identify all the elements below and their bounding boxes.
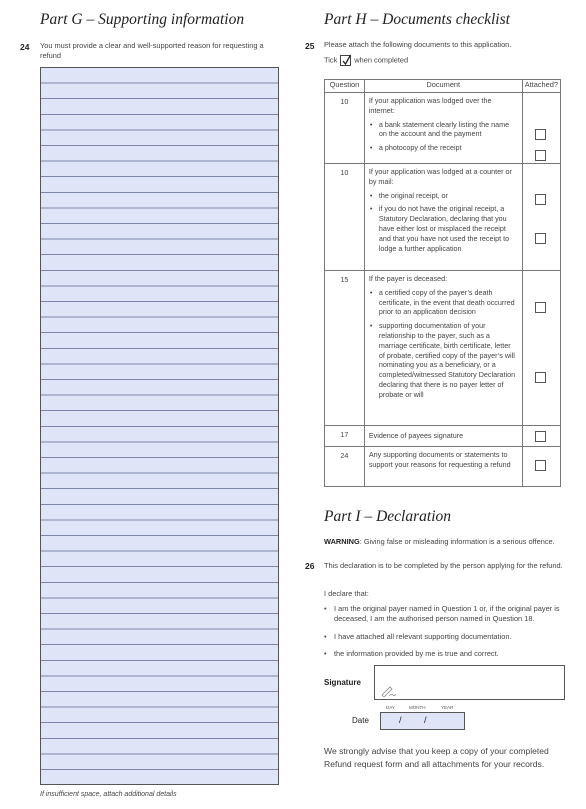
pen-icon	[381, 684, 397, 702]
list-item: • if you do not have the original receipt, a Statutory Declaration, declaring that you have either lost or misplaced the receipt and that you have not used the receipt to lodge a further application	[369, 204, 518, 253]
warning-line	[324, 537, 555, 547]
row-question: 24	[325, 447, 365, 487]
row-intro: Any supporting documents or statements to support your reasons for requesting a refund	[368, 450, 511, 469]
insufficient-space-note: If insufficient space, attach additional details	[40, 791, 177, 798]
list-item: • a photocopy of the receipt	[369, 143, 518, 153]
list-item: • a bank statement clearly listing the name on the account and the payment	[369, 120, 518, 140]
row-document	[364, 271, 522, 426]
declare-intro: I declare that:	[324, 589, 369, 598]
warning-text: : Giving false or misleading information is a serious offence.	[359, 537, 555, 546]
tick-example-icon	[340, 55, 351, 66]
supporting-information-textarea[interactable]	[40, 67, 279, 785]
row-intro: If your application was lodged over the internet:	[368, 96, 492, 115]
signature-field[interactable]	[374, 665, 565, 700]
table-row	[325, 164, 561, 271]
warning-label: WARNING	[324, 537, 360, 546]
attached-checkbox[interactable]	[535, 302, 546, 313]
row-question: 15	[325, 271, 365, 426]
date-label: Date	[352, 716, 369, 725]
attached-checkbox[interactable]	[535, 194, 546, 205]
question-24-text: You must provide a clear and well-supported reason for requesting a refund	[40, 41, 264, 60]
table-row	[325, 447, 561, 487]
list-item: • the original receipt, or	[369, 191, 518, 201]
table-row	[325, 93, 561, 164]
row-question: 10	[325, 164, 365, 271]
day-label: DAY	[386, 705, 395, 710]
signature-label: Signature	[324, 678, 361, 687]
row-question: 17	[325, 426, 365, 447]
attached-checkbox[interactable]	[535, 129, 546, 140]
attached-checkbox[interactable]	[535, 150, 546, 161]
declaration-item: • I have attached all relevant supporting documentation.	[324, 632, 564, 642]
part-i-title: Part I – Declaration	[324, 508, 451, 525]
list-item: • supporting documentation of your relationship to the payer, such as a marriage certificate, birth certificate, letter of probate, certified copy of the payer’s will nominating you as a beneficiary, or a completed/witnessed Statutory Declaration declaring that there is no payer letter of probate or will	[369, 321, 518, 399]
row-question: 10	[325, 93, 365, 164]
date-separator: /	[424, 715, 427, 725]
row-intro: Evidence of payees signature	[368, 431, 464, 440]
table-header-row	[325, 80, 561, 93]
tick-prefix: Tick	[324, 55, 338, 65]
closing-advice: We strongly advise that you keep a copy of your completed Refund request form and all attachments for your records.	[324, 746, 549, 769]
tick-instruction	[324, 55, 408, 66]
row-intro: If the payer is deceased:	[368, 274, 448, 283]
table-row	[325, 426, 561, 447]
attached-checkbox[interactable]	[535, 233, 546, 244]
row-attached	[522, 426, 560, 447]
declaration-item: • I am the original payer named in Question 1 or, if the original payer is deceased, I am the authorised person named in Question 18.	[324, 604, 564, 624]
row-document	[364, 426, 522, 447]
date-field[interactable]	[380, 712, 465, 730]
question-25-text: Please attach the following documents to this application.	[324, 40, 512, 49]
row-attached	[522, 271, 560, 426]
documents-checklist-table	[324, 79, 561, 487]
date-separator: /	[399, 715, 402, 725]
list-item: • a certified copy of the payer’s death certificate, in the event that death occurred prior to an application decision	[369, 288, 518, 317]
month-label: MONTH	[409, 705, 426, 710]
row-attached	[522, 164, 560, 271]
row-document	[364, 93, 522, 164]
part-h-title: Part H – Documents checklist	[324, 11, 510, 28]
question-25-number: 25	[305, 41, 315, 51]
attached-checkbox[interactable]	[535, 431, 546, 442]
row-document	[364, 164, 522, 271]
row-attached	[522, 93, 560, 164]
row-attached	[522, 447, 560, 487]
table-row	[325, 271, 561, 426]
header-attached: Attached?	[522, 80, 560, 93]
attached-checkbox[interactable]	[535, 460, 546, 471]
row-document	[364, 447, 522, 487]
question-24-number: 24	[20, 42, 30, 52]
declaration-item: • the information provided by me is true and correct.	[324, 649, 564, 659]
tick-suffix: when completed	[354, 55, 409, 65]
attached-checkbox[interactable]	[535, 372, 546, 383]
header-question: Question	[325, 80, 365, 93]
part-g-title: Part G – Supporting information	[40, 11, 245, 28]
question-26-number: 26	[305, 561, 315, 571]
year-label: YEAR	[441, 705, 454, 710]
header-document: Document	[364, 80, 522, 93]
row-intro: If your application was lodged at a counter or by mail:	[368, 167, 512, 186]
question-26-text: This declaration is to be completed by the person applying for the refund.	[324, 561, 563, 570]
